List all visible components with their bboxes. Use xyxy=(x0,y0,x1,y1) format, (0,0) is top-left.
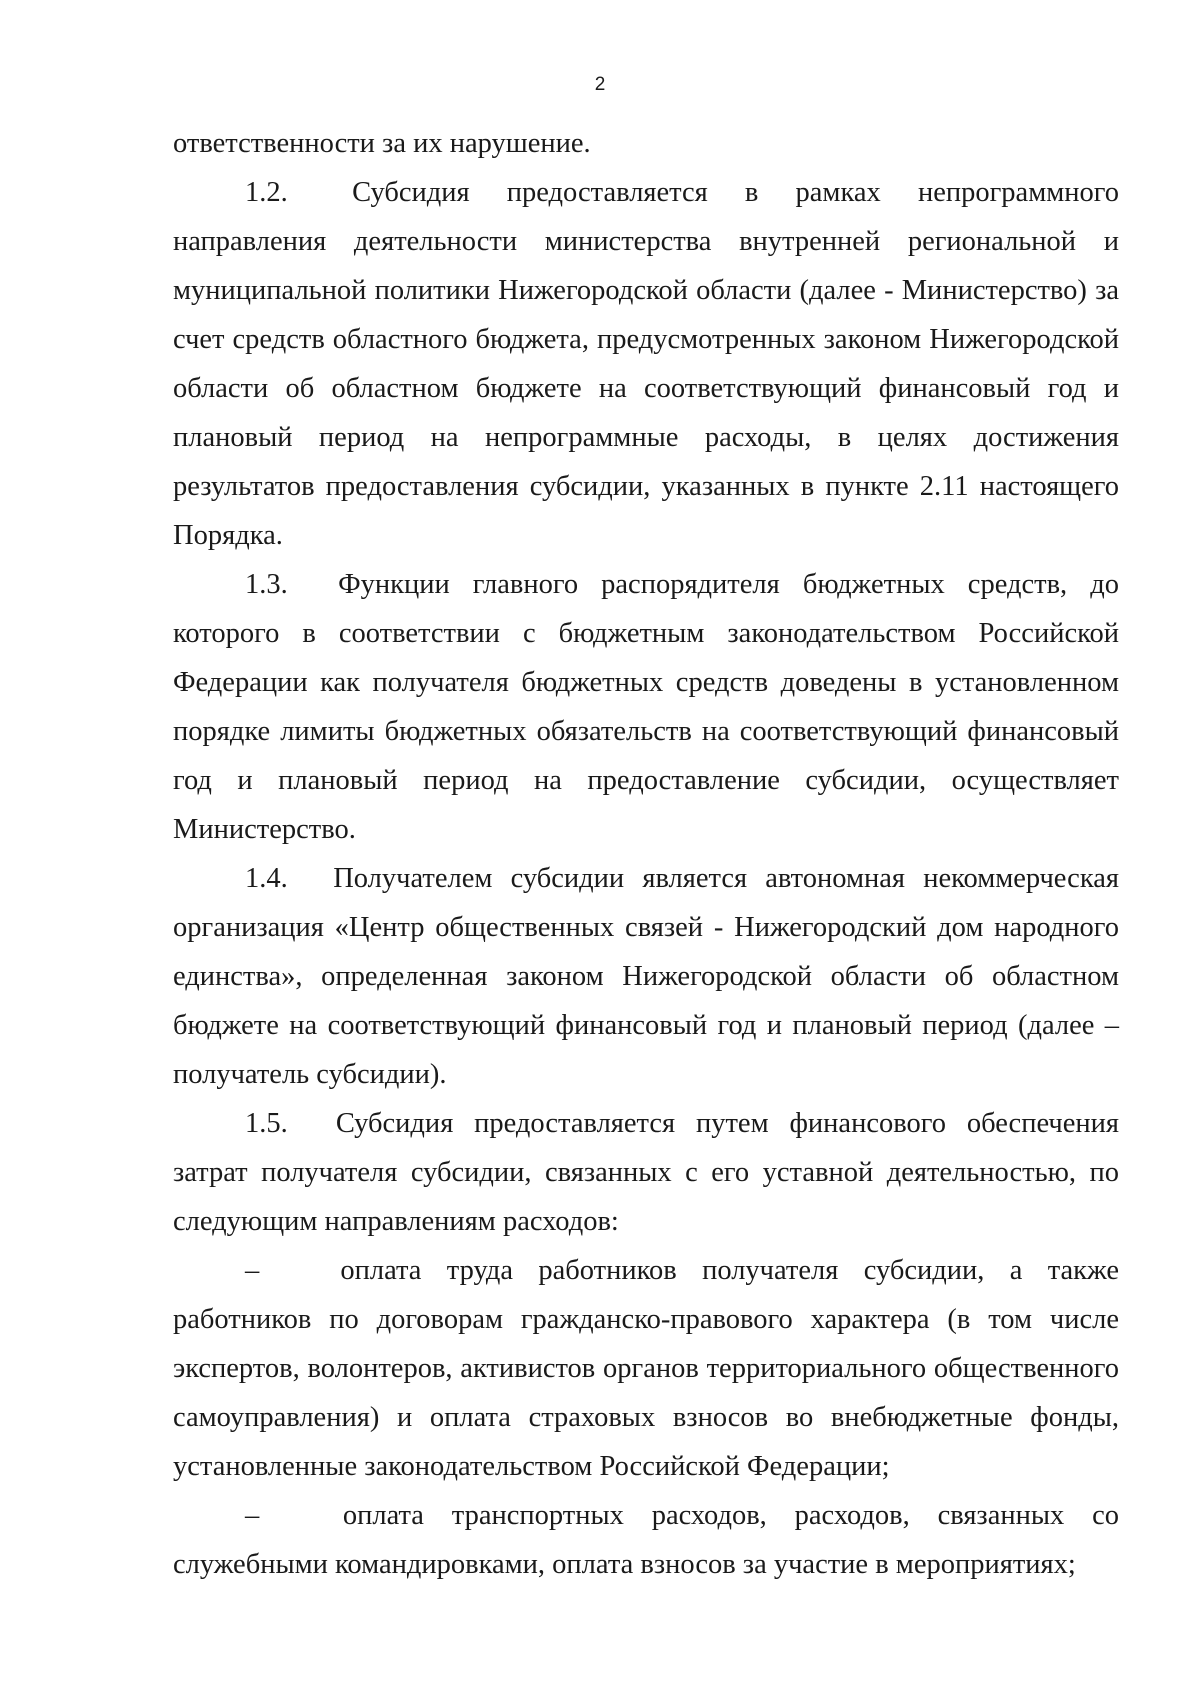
paragraph-1-5 xyxy=(173,1099,1119,1246)
clause-number: 1.3. xyxy=(245,569,288,600)
paragraph-text: Получателем субсидии является автономная некоммерческая организация «Центр общественных связей - Нижегородский дом народного единства», определенная законом Нижегородской области об областном бюджете на соответствующий финансовый год и плановый период (далее – получатель субсидии). xyxy=(173,863,1119,1090)
clause-number: 1.4. xyxy=(245,863,288,894)
document-body xyxy=(173,119,1119,1589)
paragraph-text: ответственности за их нарушение. xyxy=(173,128,591,159)
paragraph-continuation xyxy=(173,119,1119,168)
paragraph-1-3 xyxy=(173,560,1119,854)
clause-number: 1.2. xyxy=(245,177,288,208)
dash-bullet: – xyxy=(245,1500,260,1531)
page-number: 2 xyxy=(594,74,606,95)
paragraph-text: Функции главного распорядителя бюджетных средств, до которого в соответствии с бюджетным законодательством Российской Федерации как получателя бюджетных средств доведены в установленном порядке лимиты бюджетных обязательств на соответствующий финансовый год и плановый период на предоставление субсидии, осуществляет Министерство. xyxy=(173,569,1119,845)
list-item-text: оплата труда работников получателя субсидии, а также работников по договорам гражданско-правового характера (в том числе экспертов, волонтеров, активистов органов территориального общественного самоуправления) и оплата страховых взносов во внебюджетные фонды, установленные законодательством Российской Федерации; xyxy=(173,1255,1119,1482)
list-item xyxy=(173,1246,1119,1491)
paragraph-text: Субсидия предоставляется путем финансового обеспечения затрат получателя субсидии, связанных с его уставной деятельностью, по следующим направлениям расходов: xyxy=(173,1108,1119,1237)
paragraph-1-2 xyxy=(173,168,1119,560)
list-item-text: оплата транспортных расходов, расходов, связанных со служебными командировками, оплата взносов за участие в мероприятиях; xyxy=(173,1500,1119,1580)
paragraph-text: Субсидия предоставляется в рамках непрограммного направления деятельности министерства внутренней региональной и муниципальной политики Нижегородской области (далее - Министерство) за счет средств областного бюджета, предусмотренных законом Нижегородской области об областном бюджете на соответствующий финансовый год и плановый период на непрограммные расходы, в целях достижения результатов предоставления субсидии, указанных в пункте 2.11 настоящего Порядка. xyxy=(173,177,1119,551)
paragraph-1-4 xyxy=(173,854,1119,1099)
clause-number: 1.5. xyxy=(245,1108,288,1139)
list-item xyxy=(173,1491,1119,1589)
dash-bullet: – xyxy=(245,1255,260,1286)
